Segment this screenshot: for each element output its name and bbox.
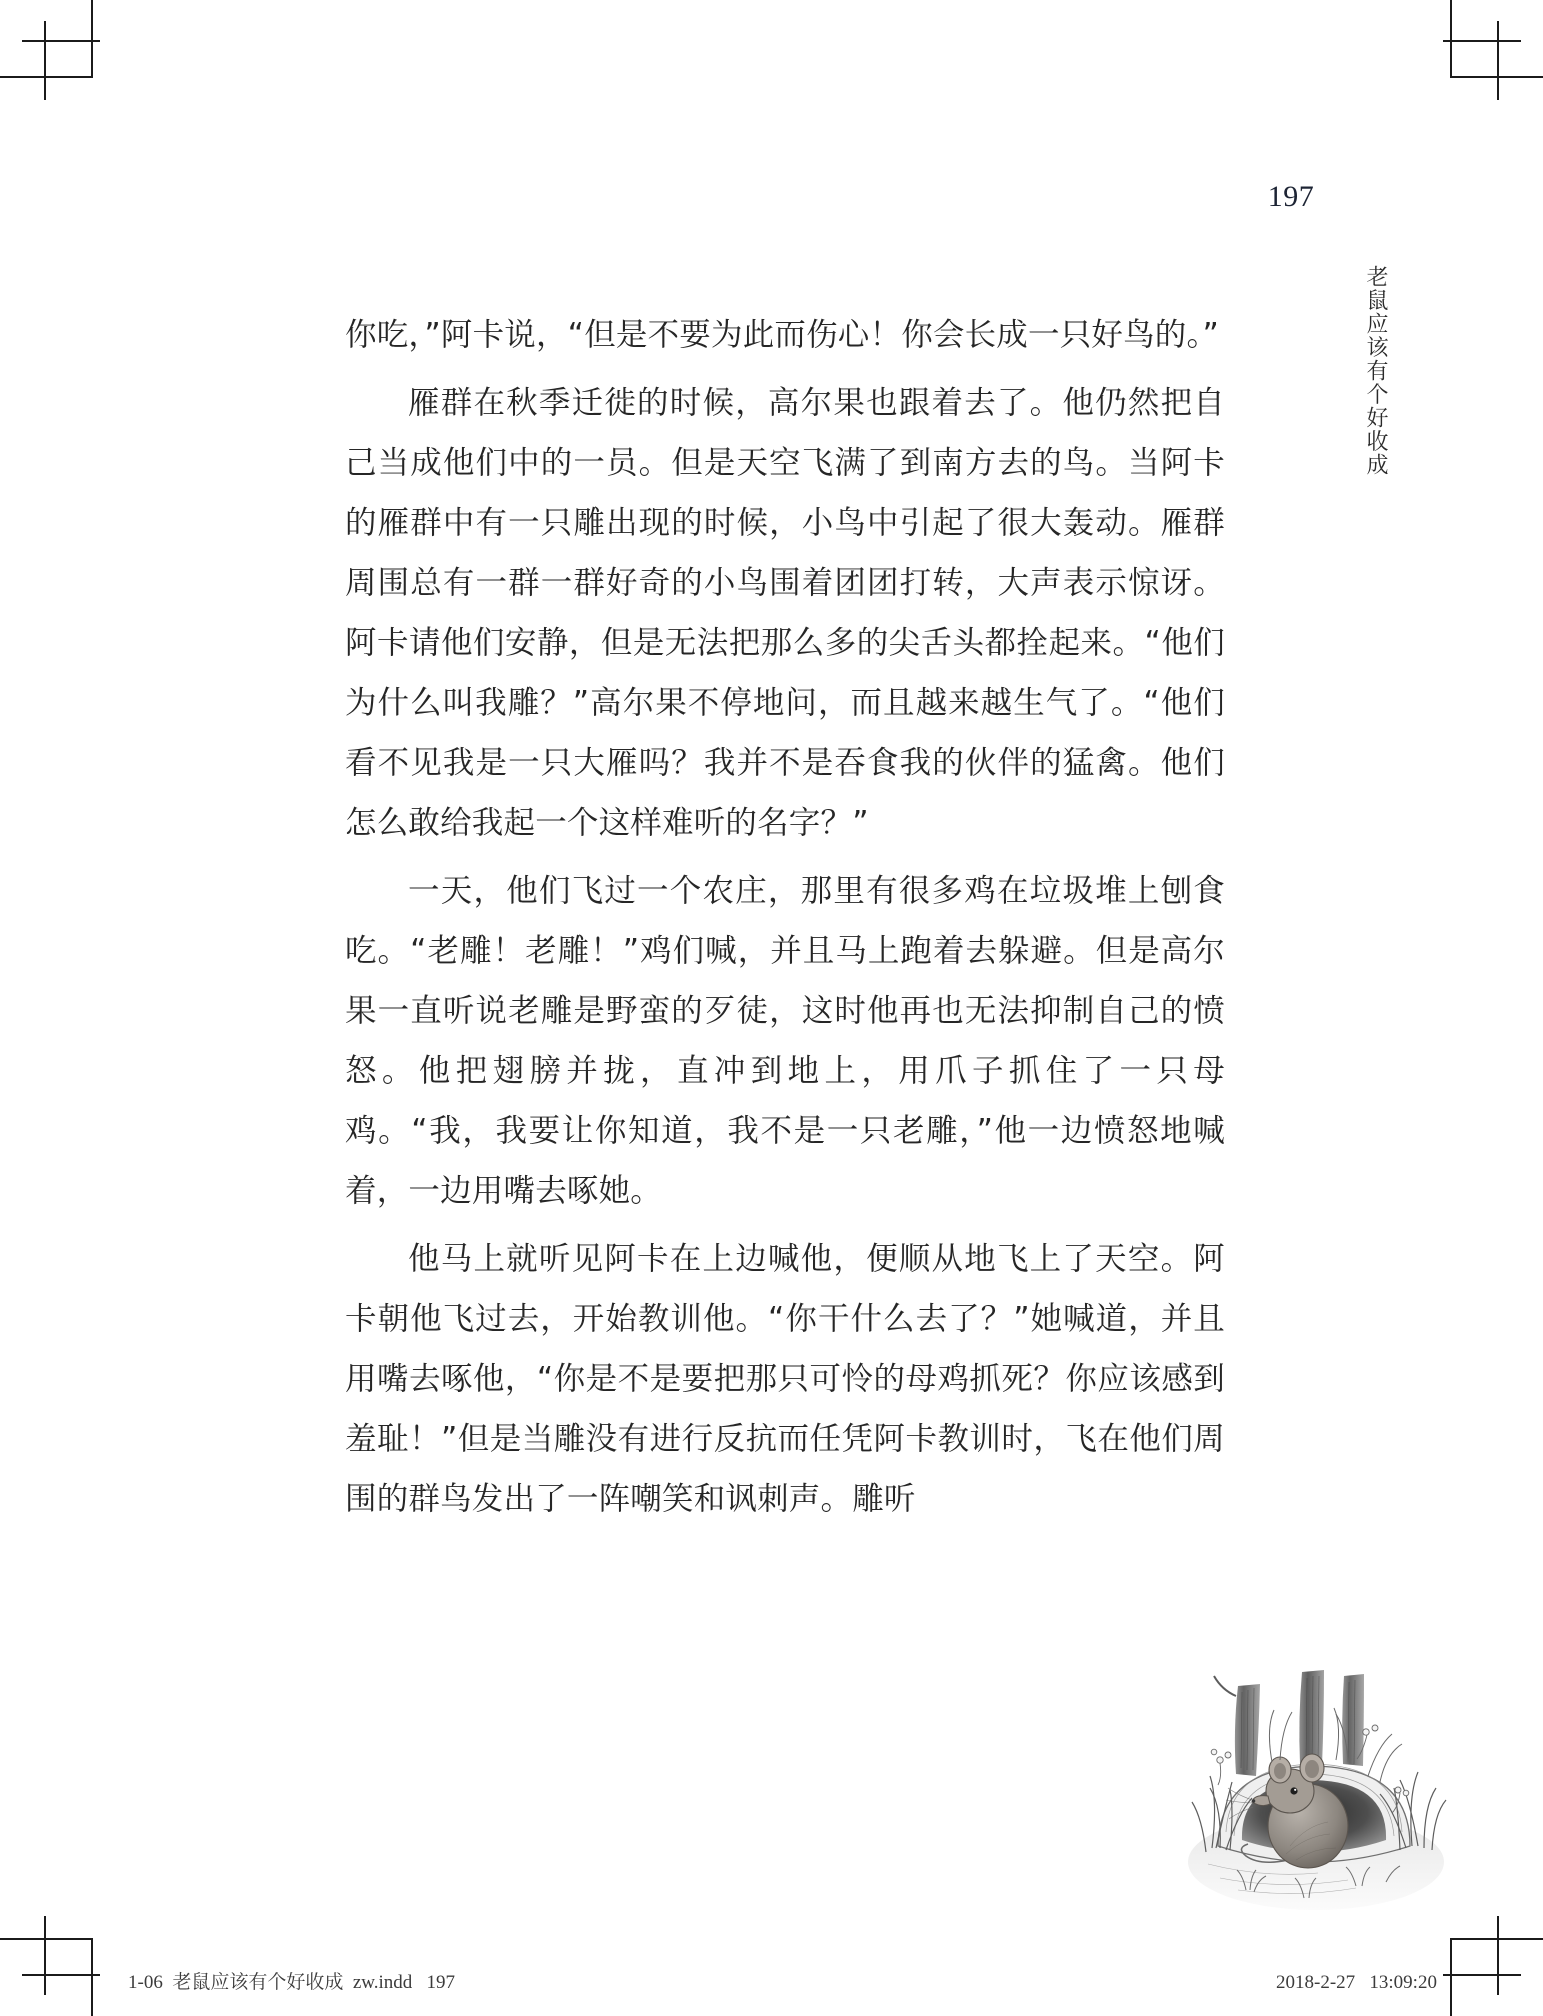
footer-filename-suffix: zw.indd: [352, 1972, 413, 1993]
footer-time: 13:09:20: [1369, 1972, 1437, 1993]
tree-trunks: [1214, 1670, 1364, 1776]
body-text-column: [345, 305, 1225, 1537]
paragraph: 你吃，”阿卡说，“但是不要为此而伤心！你会长成一只好鸟的。”: [345, 317, 1219, 353]
page-number: 197: [1267, 180, 1315, 213]
footer-filename-cjk: 老鼠应该有个好收成: [172, 1971, 344, 1993]
paragraph: 他马上就听见阿卡在上边喊他，便顺从地飞上了天空。阿卡朝他飞过去，开始教训他。“你干什么去了？”她喊道，并且用嘴去啄他，“你是不是要把那只可怜的母鸡抓死？你应该感到羞耻！”但是当雕没有进行反抗而任凭阿卡教训时，飞在他们周围的群鸟发出了一阵嘲笑和讽刺声。雕听: [345, 1241, 1226, 1517]
running-head-chapter-title: 老鼠应该有个好收成: [1364, 265, 1389, 477]
footer-page-number: 197: [426, 1972, 456, 1993]
paragraph: 一天，他们飞过一个农庄，那里有很多鸡在垃圾堆上刨食吃。“老雕！老雕！”鸡们喊，并且马上跑着去躲避。但是高尔果一直听说老雕是野蛮的歹徒，这时他再也无法抑制自己的愤怒。他把翅膀并拢，直冲到地上，用爪子抓住了一只母鸡。“我，我要让你知道，我不是一只老雕，”他一边愤怒地喊着，一边用嘴去啄她。: [345, 873, 1225, 1209]
footer-timestamp: [1276, 1972, 1437, 1994]
paragraph: 雁群在秋季迁徙的时候，高尔果也跟着去了。他仍然把自己当成他们中的一员。但是天空飞满了到南方去的鸟。当阿卡的雁群中有一只雕出现的时候，小鸟中引起了很大轰动。雁群周围总有一群一群好奇的小鸟围着团团打转，大声表示惊讶。阿卡请他们安静，但是无法把那么多的尖舌头都拴起来。“他们为什么叫我雕？”高尔果不停地问，而且越来越生气了。“他们看不见我是一只大雁吗？我并不是吞食我的伙伴的猛禽。他们怎么敢给我起一个这样难听的名字？”: [345, 385, 1225, 841]
footer-file-info: [128, 1967, 455, 1994]
footer-date: 2018-2-27: [1276, 1972, 1356, 1993]
footer-prefix: 1-06: [128, 1972, 163, 1993]
mouse-at-burrow-illustration: [1168, 1650, 1458, 1920]
